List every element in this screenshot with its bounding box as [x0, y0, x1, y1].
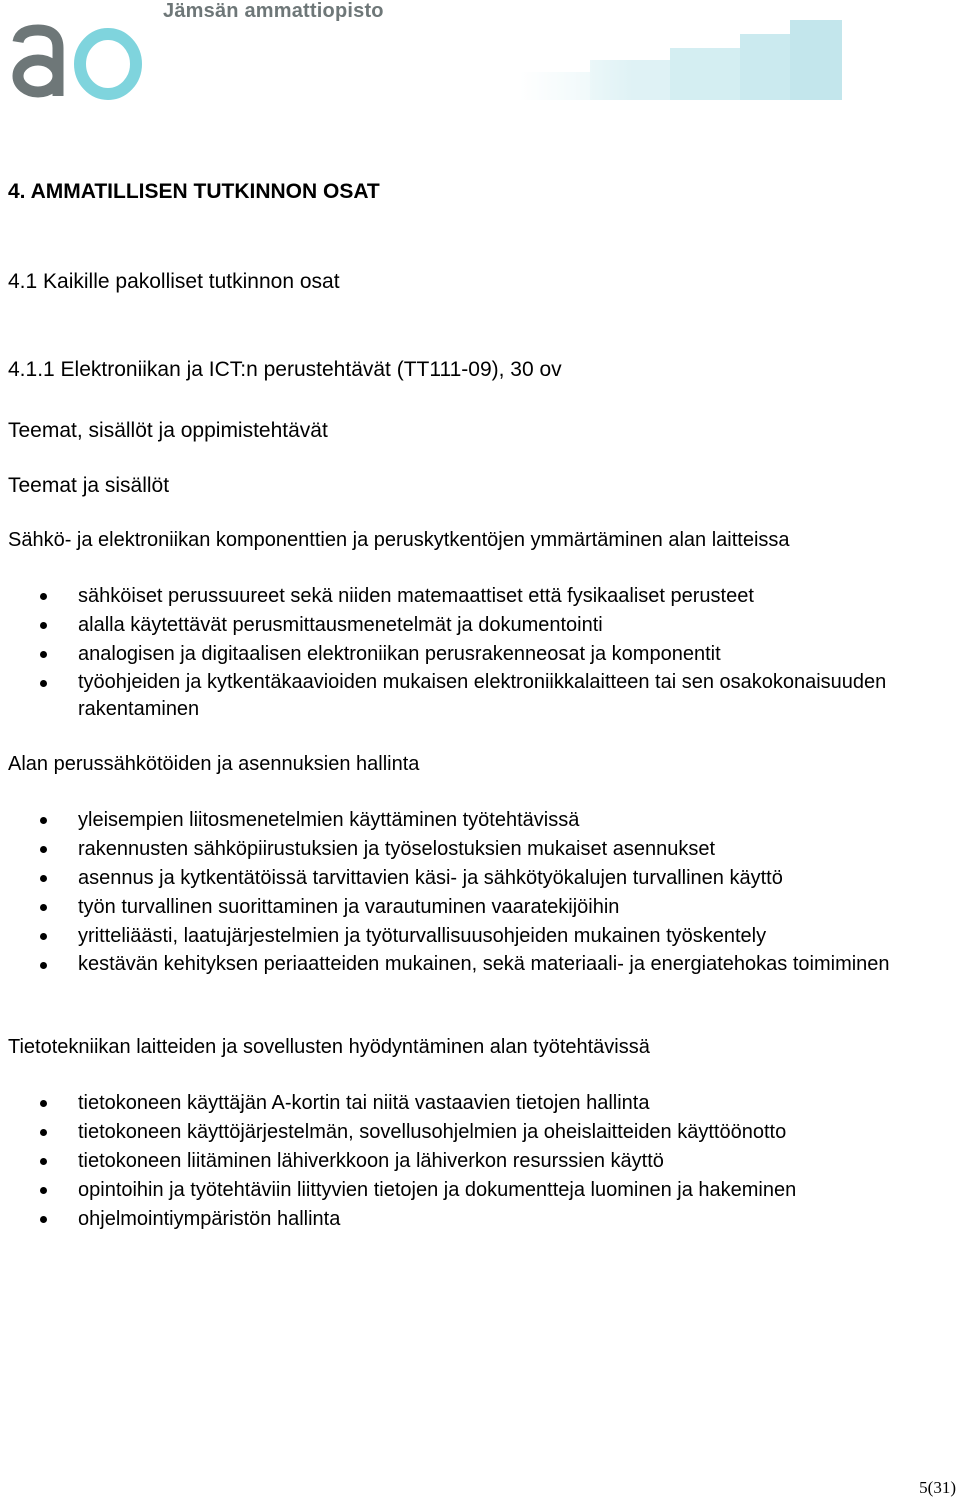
list-it	[0, 1089, 940, 1234]
bullet-icon	[40, 651, 47, 658]
list-item: yleisempien liitosmenetelmien käyttäminen työtehtävissä	[0, 806, 940, 835]
group-heading-it: Tietotekniikan laitteiden ja sovellusten hyödyntäminen alan työtehtävissä	[8, 1036, 650, 1058]
list-item: tietokoneen käyttöjärjestelmän, sovellusohjelmien ja oheislaitteiden käyttöönotto	[0, 1118, 940, 1147]
list-item: opintoihin ja työtehtäviin liittyvien tietojen ja dokumentteja luominen ja hakeminen	[0, 1176, 940, 1205]
bullet-icon	[40, 1129, 47, 1136]
bullet-icon	[40, 817, 47, 824]
list-item: työohjeiden ja kytkentäkaavioiden mukaisen elektroniikkalaitteen tai sen osakokonaisuuden rakentaminen	[0, 669, 940, 723]
school-name: Jämsän ammattiopisto	[163, 0, 384, 22]
bullet-icon	[40, 1100, 47, 1107]
list-item: työn turvallinen suorittaminen ja varautuminen vaaratekijöihin	[0, 893, 940, 922]
bullet-icon	[40, 904, 47, 911]
list-electronics	[0, 582, 940, 723]
group-heading-electronics: Sähkö- ja elektroniikan komponenttien ja peruskytkentöjen ymmärtäminen alan laitteissa	[8, 529, 790, 551]
list-item: sähköiset perussuureet sekä niiden matemaattiset että fysikaaliset perusteet	[0, 582, 940, 611]
list-item: analogisen ja digitaalisen elektroniikan perusrakenneosat ja komponentit	[0, 640, 940, 669]
bullet-icon	[40, 875, 47, 882]
bullet-icon	[40, 593, 47, 600]
section-subtitle: 4.1 Kaikille pakolliset tutkinnon osat	[8, 270, 340, 293]
section-title: 4. AMMATILLISEN TUTKINNON OSAT	[8, 180, 380, 203]
bullet-icon	[40, 1187, 47, 1194]
list-item: tietokoneen liitäminen lähiverkkoon ja lähiverkon resurssien käyttö	[0, 1147, 940, 1176]
bullet-icon	[40, 962, 47, 969]
stairs-graphic	[520, 20, 842, 100]
bullet-icon	[40, 622, 47, 629]
group-heading-installations: Alan perussähkötöiden ja asennuksien hallinta	[8, 753, 420, 775]
bullet-icon	[40, 680, 47, 687]
list-installations	[0, 806, 940, 978]
bullet-icon	[40, 846, 47, 853]
list-item: ohjelmointiympäristön hallinta	[0, 1205, 940, 1234]
bullet-icon	[40, 1158, 47, 1165]
list-item: asennus ja kytkentätöissä tarvittavien käsi- ja sähkötyökalujen turvallinen käyttö	[0, 864, 940, 893]
themes-heading: Teemat, sisällöt ja oppimistehtävät	[8, 419, 328, 442]
document-header	[0, 0, 960, 110]
page-number: 5(31)	[919, 1478, 956, 1497]
list-item: tietokoneen käyttäjän A-kortin tai niitä vastaavien tietojen hallinta	[0, 1089, 940, 1118]
list-item: rakennusten sähköpiirustuksien ja työselostuksien mukaiset asennukset	[0, 835, 940, 864]
list-item: kestävän kehityksen periaatteiden mukainen, sekä materiaali- ja energiatehokas toimiminen	[0, 951, 940, 978]
ao-logo	[6, 18, 146, 100]
list-item: alalla käytettävät perusmittausmenetelmät ja dokumentointi	[0, 611, 940, 640]
contents-heading: Teemat ja sisällöt	[8, 474, 170, 497]
bullet-icon	[40, 1216, 47, 1223]
list-item: yritteliäästi, laatujärjestelmien ja työturvallisuusohjeiden mukainen työskentely	[0, 922, 940, 951]
bullet-icon	[40, 933, 47, 940]
module-title: 4.1.1 Elektroniikan ja ICT:n perustehtävät (TT111-09), 30 ov	[8, 358, 562, 381]
